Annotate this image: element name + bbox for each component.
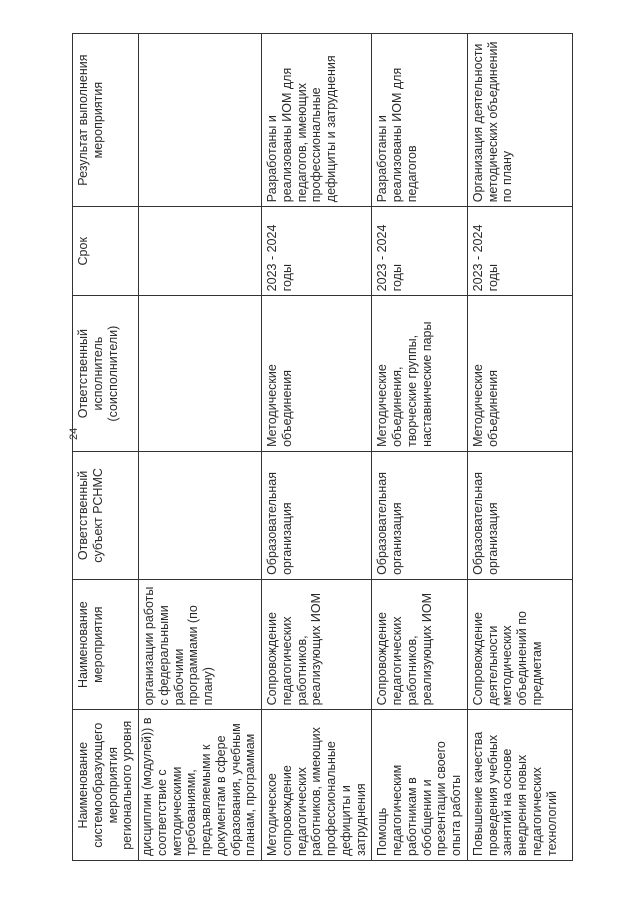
cell-event-name: организации работы с федеральными рабочими программами (по плану) bbox=[139, 579, 262, 710]
table-row bbox=[467, 34, 572, 861]
table-row bbox=[372, 34, 468, 861]
table-row bbox=[262, 34, 372, 861]
cell-system-event: Помощь педагогическим работникам в обобщении и презентации своего опыта работы bbox=[372, 710, 468, 861]
cell-responsible-subject bbox=[139, 451, 262, 579]
cell-event-name: Сопровождение деятельности методических объединений по предметам bbox=[467, 579, 572, 710]
events-table bbox=[72, 33, 573, 861]
header-system-event: Наименование системообразующего мероприятия регионального уровня bbox=[73, 710, 139, 861]
cell-responsible-subject: Образовательная организация bbox=[372, 451, 468, 579]
cell-responsible-subject: Образовательная организация bbox=[262, 451, 372, 579]
cell-system-event: Методическое сопровождение педагогических работников, имеющих профессиональные дефициты и затруднения bbox=[262, 710, 372, 861]
cell-deadline: 2023 - 2024 годы bbox=[262, 207, 372, 296]
cell-event-name: Сопровождение педагогических работников, реализующих ИОМ bbox=[372, 579, 468, 710]
header-event-name: Наименование мероприятия bbox=[73, 579, 139, 710]
cell-responsible-executor: Методические объединения bbox=[262, 296, 372, 452]
cell-system-event: Повышение качества проведения учебных занятий на основе внедрения новых педагогических технологий bbox=[467, 710, 572, 861]
table-row bbox=[139, 34, 262, 861]
cell-deadline: 2023 - 2024 годы bbox=[467, 207, 572, 296]
cell-system-event: дисциплин (модулей)) в соответствие с методическими требованиями, предъявляемыми к документам в сфере образования, учебным планам, программам bbox=[139, 710, 262, 861]
table-header-row bbox=[73, 34, 139, 861]
page-number: 24 bbox=[68, 427, 80, 440]
cell-result: Организация деятельности методических объединений по плану bbox=[467, 34, 572, 207]
cell-result: Разработаны и реализованы ИОМ для педагогов bbox=[372, 34, 468, 207]
header-responsible-executor: Ответственный исполнитель (соисполнители) bbox=[73, 296, 139, 452]
header-deadline: Срок bbox=[73, 207, 139, 296]
cell-responsible-executor bbox=[139, 296, 262, 452]
cell-responsible-executor: Методические объединения, творческие группы, наставнические пары bbox=[372, 296, 468, 452]
rotated-table-container bbox=[72, 33, 559, 861]
cell-result: Разработаны и реализованы ИОМ для педагогов, имеющих профессиональные дефициты и затруднения bbox=[262, 34, 372, 207]
cell-responsible-executor: Методические объединения bbox=[467, 296, 572, 452]
cell-result bbox=[139, 34, 262, 207]
header-result: Результат выполнения мероприятия bbox=[73, 34, 139, 207]
cell-deadline: 2023 - 2024 годы bbox=[372, 207, 468, 296]
cell-deadline bbox=[139, 207, 262, 296]
cell-event-name: Сопровождение педагогических работников, реализующих ИОМ bbox=[262, 579, 372, 710]
cell-responsible-subject: Образовательная организация bbox=[467, 451, 572, 579]
header-responsible-subject: Ответственный субъект РСНМС bbox=[73, 451, 139, 579]
